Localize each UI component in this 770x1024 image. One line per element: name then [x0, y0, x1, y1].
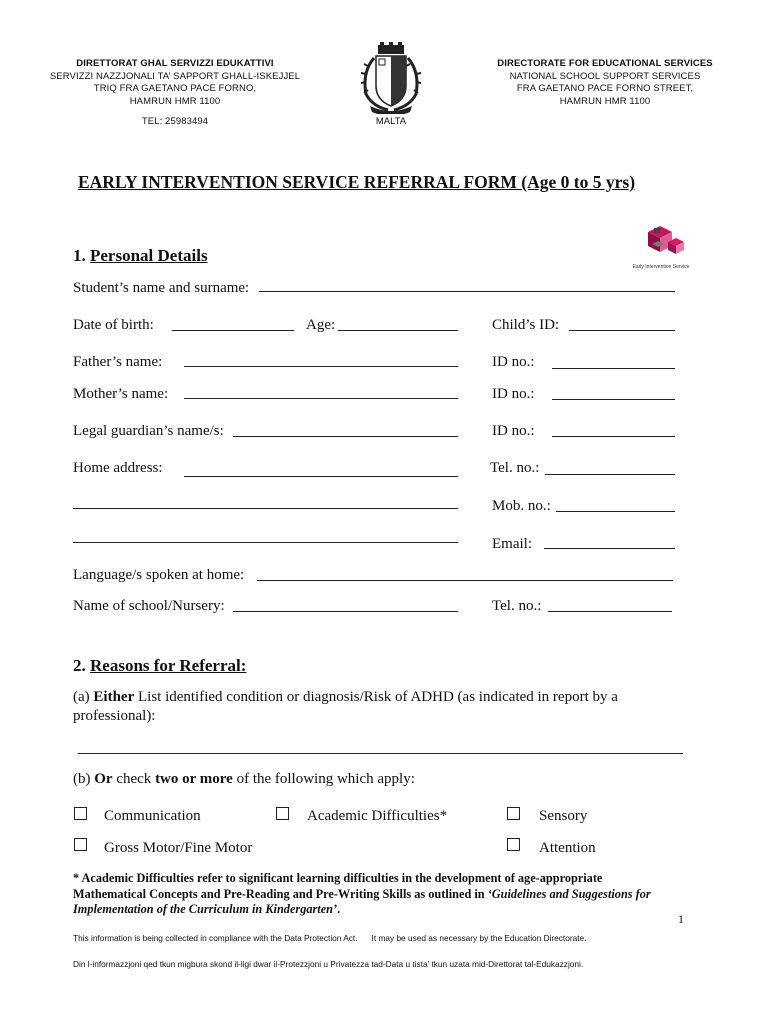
header-left-line3: TRIQ FRA GAETANO PACE FORNO,: [93, 83, 257, 94]
page-number: 1: [678, 912, 684, 926]
option-b-two-or-more: two or more: [155, 771, 233, 787]
footnote-line-1: * Academic Difficulties refer to significant learning difficulties in the development of age-appropriate: [73, 871, 603, 885]
label-dob: Date of birth:: [73, 317, 154, 333]
footnote-line-2a: Mathematical Concepts and Pre-Reading and Pre-Writing Skills as outlined in: [73, 886, 488, 901]
label-address: Home address:: [73, 460, 163, 476]
option-a-either: Either: [93, 689, 135, 705]
label-age: Age:: [306, 317, 336, 333]
label-school: Name of school/Nursery:: [73, 598, 225, 614]
footnote-guidelines: ‘Guidelines and Suggestions for: [487, 886, 651, 901]
checkbox-communication[interactable]: [74, 807, 87, 820]
field-mother-id[interactable]: [552, 399, 675, 400]
option-a-text-2: professional):: [73, 708, 156, 724]
header-left-line1: DIRETTORAT GHAL SERVIZZI EDUKATTIVI: [76, 58, 274, 69]
label-child-id: Child’s ID:: [492, 317, 560, 333]
notice-maltese: Din l-informazzjoni qed tkun migbura skond il-ligi dwar il-Protezzjoni u Privatezza tad-Data u tista’ tkun uzata mid-Direttorat tal-Edukazzjoni.: [73, 959, 584, 969]
field-diagnosis[interactable]: [78, 753, 683, 754]
label-attention: Attention: [539, 840, 596, 856]
field-language[interactable]: [257, 580, 673, 581]
field-father-id[interactable]: [552, 368, 675, 369]
checkbox-motor[interactable]: [74, 838, 87, 851]
option-a-body: List identified condition or diagnosis/Risk of ADHD (as indicated in report by a: [134, 689, 618, 705]
coat-of-arms-icon: [358, 42, 424, 114]
field-dob[interactable]: [172, 330, 294, 331]
label-language: Language/s spoken at home:: [73, 567, 245, 583]
header-left-line2: SERVIZZI NAZZJONALI TA’ SAPPORT GHALL-ISKEJJEL: [49, 70, 301, 82]
header-right-line1: DIRECTORATE FOR EDUCATIONAL SERVICES: [497, 58, 713, 69]
checkbox-academic[interactable]: [276, 807, 289, 820]
label-father-id: ID no.:: [492, 354, 535, 370]
header-left-line5: TEL: 25983494: [141, 116, 209, 127]
field-father[interactable]: [184, 366, 458, 367]
footnote-curriculum: Implementation of the Curriculum in Kindergarten’: [73, 902, 338, 916]
section1-number: 1.: [73, 246, 86, 265]
footnote-period: .: [337, 902, 341, 916]
label-father: Father’s name:: [73, 354, 163, 370]
label-motor: Gross Motor/Fine Motor: [104, 840, 253, 856]
label-email: Email:: [492, 536, 532, 552]
field-email[interactable]: [544, 548, 675, 549]
form-title: EARLY INTERVENTION SERVICE REFERRAL FORM (Age 0 to 5 yrs): [78, 172, 636, 192]
field-tel[interactable]: [545, 474, 675, 475]
option-b-body: of the following which apply:: [232, 771, 415, 787]
field-mob[interactable]: [556, 511, 675, 512]
notice-english-b: It may be used as necessary by the Education Directorate.: [371, 933, 587, 943]
section1-title: Personal Details: [90, 246, 208, 265]
section2-heading: [73, 656, 246, 676]
footnote: [73, 871, 651, 918]
option-a-prefix: (a): [73, 689, 94, 705]
option-b-prefix: (b): [73, 771, 95, 787]
label-sensory: Sensory: [539, 808, 588, 824]
header-left: [30, 58, 320, 129]
checkbox-sensory[interactable]: [507, 807, 520, 820]
field-student-name[interactable]: [259, 291, 675, 292]
option-b-or: Or: [94, 771, 113, 787]
field-age[interactable]: [338, 330, 458, 331]
label-academic: Academic Difficulties*: [307, 808, 448, 824]
section1-heading: [73, 246, 208, 266]
label-guardian: Legal guardian’s name/s:: [73, 423, 224, 439]
footnote-line-2: [73, 887, 651, 903]
malta-emblem: [358, 42, 424, 114]
header-right: [470, 58, 740, 108]
label-mob: Mob. no.:: [492, 498, 551, 514]
field-guardian[interactable]: [233, 436, 458, 437]
field-school-tel[interactable]: [548, 611, 672, 612]
option-b-text: [73, 771, 415, 788]
label-mother: Mother’s name:: [73, 386, 169, 402]
header-right-line4: HAMRUN HMR 1100: [559, 95, 651, 107]
label-school-tel: Tel. no.:: [492, 598, 542, 614]
checkbox-attention[interactable]: [507, 838, 520, 851]
section2-number: 2.: [73, 656, 86, 675]
header-left-line4: HAMRUN HMR 1100: [129, 95, 221, 107]
option-a-text: [73, 689, 618, 706]
field-address-2[interactable]: [73, 508, 458, 509]
option-b-check: check: [112, 771, 156, 787]
section2-title: Reasons for Referral:: [90, 656, 247, 675]
field-address-3[interactable]: [73, 542, 458, 543]
field-school[interactable]: [233, 611, 458, 612]
field-guardian-id[interactable]: [552, 436, 675, 437]
header-right-line2: NATIONAL SCHOOL SUPPORT SERVICES: [509, 70, 701, 82]
field-child-id[interactable]: [569, 330, 675, 331]
field-mother[interactable]: [184, 398, 458, 399]
field-address-1[interactable]: [184, 476, 458, 477]
label-communication: Communication: [104, 808, 201, 824]
eis-logo: [630, 222, 692, 268]
logo-caption: Early Intervention Service: [632, 264, 690, 270]
cubes-logo-icon: [630, 222, 692, 258]
footnote-line-3: [73, 902, 651, 918]
emblem-caption: MALTA: [375, 116, 407, 127]
header-right-line3: FRA GAETANO PACE FORNO STREET,: [516, 83, 694, 94]
label-tel: Tel. no.:: [490, 460, 540, 476]
label-student-name: Student’s name and surname:: [73, 280, 250, 296]
notice-english: [73, 933, 586, 943]
label-guardian-id: ID no.:: [492, 423, 535, 439]
label-mother-id: ID no.:: [492, 386, 535, 402]
notice-english-a: This information is being collected in compliance with the Data Protection Act.: [73, 933, 358, 943]
